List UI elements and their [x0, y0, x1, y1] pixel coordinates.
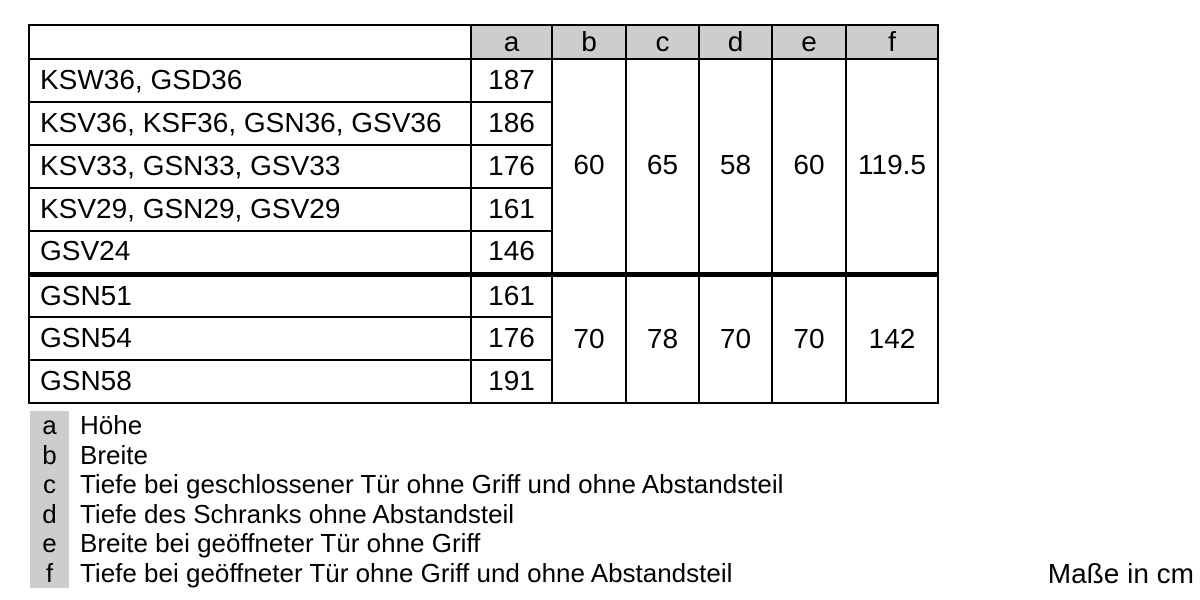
table-row [29, 59, 938, 102]
legend-key-e: e [30, 529, 69, 559]
legend-key-f: f [30, 559, 69, 589]
legend-key-a: a [30, 411, 69, 441]
shared-value-f-cell: 119.5 [846, 59, 938, 274]
model-group-1 [29, 59, 938, 274]
column-header-d: d [699, 25, 772, 59]
shared-value-b-cell: 70 [552, 274, 626, 403]
legend-item-a [30, 411, 783, 441]
legend-label-f: Tiefe bei geöffneter Tür ohne Griff und ohne Abstandsteil [80, 557, 733, 588]
dimensions-table [28, 24, 939, 404]
model-names-cell: GSV24 [29, 231, 471, 274]
model-names-cell: KSV29, GSN29, GSV29 [29, 188, 471, 231]
legend-key-d: d [30, 500, 69, 530]
model-names-cell: KSW36, GSD36 [29, 59, 471, 102]
legend-label-b: Breite [80, 439, 148, 470]
shared-value-e-cell: 70 [772, 274, 846, 403]
legend-key-b: b [30, 441, 69, 471]
model-group-2 [29, 274, 938, 403]
column-header-b: b [552, 25, 626, 59]
shared-value-b-cell: 60 [552, 59, 626, 274]
shared-value-f-cell: 142 [846, 274, 938, 403]
model-names-cell: GSN54 [29, 317, 471, 360]
value-a-cell: 186 [471, 102, 552, 145]
shared-value-d-cell: 70 [699, 274, 772, 403]
column-header-a: a [471, 25, 552, 59]
model-names-cell: KSV33, GSN33, GSV33 [29, 145, 471, 188]
legend-key-c: c [30, 470, 69, 500]
legend-label-c: Tiefe bei geschlossener Tür ohne Griff und ohne Abstandsteil [80, 469, 784, 500]
header-row [29, 25, 938, 59]
table-corner-cell [29, 25, 471, 59]
model-names-cell: GSN58 [29, 360, 471, 403]
column-header-c: c [626, 25, 699, 59]
value-a-cell: 176 [471, 145, 552, 188]
legend-label-d: Tiefe des Schranks ohne Abstandsteil [80, 498, 515, 529]
legend-item-e [30, 529, 783, 559]
legend-item-d [30, 500, 783, 530]
shared-value-e-cell: 60 [772, 59, 846, 274]
column-header-e: e [772, 25, 846, 59]
legend-label-e: Breite bei geöffneter Tür ohne Griff [80, 528, 481, 559]
model-names-cell: GSN51 [29, 274, 471, 317]
legend-label-a: Höhe [80, 410, 143, 441]
value-a-cell: 161 [471, 274, 552, 317]
table-row [29, 274, 938, 317]
legend-item-f [30, 559, 783, 589]
legend-item-c [30, 470, 783, 500]
value-a-cell: 176 [471, 317, 552, 360]
shared-value-d-cell: 58 [699, 59, 772, 274]
legend [30, 411, 783, 588]
table-header [29, 25, 938, 59]
value-a-cell: 191 [471, 360, 552, 403]
value-a-cell: 146 [471, 231, 552, 274]
value-a-cell: 187 [471, 59, 552, 102]
value-a-cell: 161 [471, 188, 552, 231]
shared-value-c-cell: 65 [626, 59, 699, 274]
units-note: Maße in cm [1047, 558, 1194, 589]
model-names-cell: KSV36, KSF36, GSN36, GSV36 [29, 102, 471, 145]
column-header-f: f [846, 25, 938, 59]
legend-item-b [30, 441, 783, 471]
shared-value-c-cell: 78 [626, 274, 699, 403]
